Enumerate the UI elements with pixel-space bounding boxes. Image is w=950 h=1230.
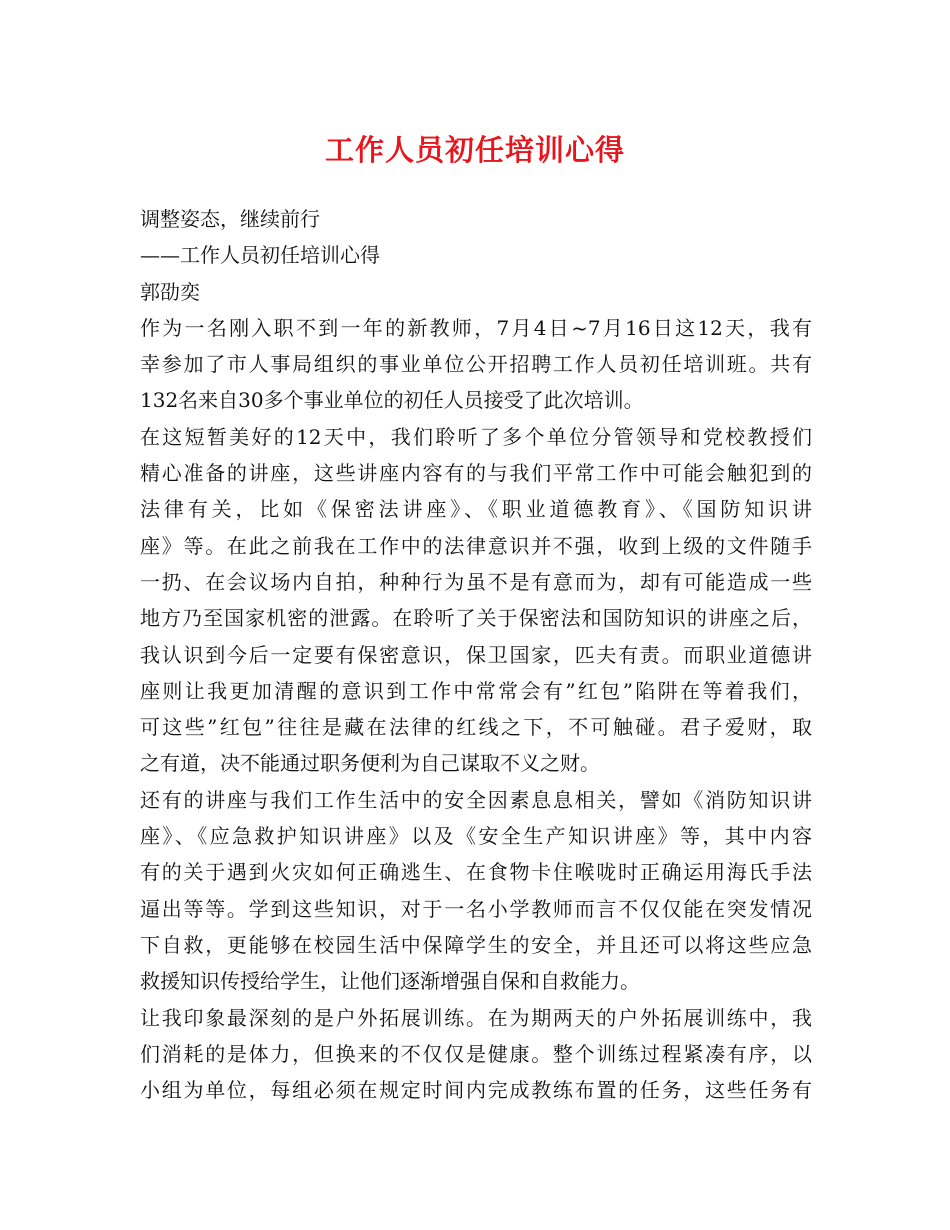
text-line: 作为一名刚入职不到一年的新教师，7月4日~7月16日这12天，我有 [140, 315, 812, 340]
document-title: 工作人员初任培训心得 [324, 133, 625, 167]
text-line: 座》等。在此之前我在工作中的法律意识并不强，收到上级的文件随手 [140, 533, 812, 558]
text-line: 们消耗的是体力，但换来的不仅仅是健康。整个训练过程紧凑有序，以 [140, 1041, 812, 1066]
text-line: 还有的讲座与我们工作生活中的安全因素息息相关，譬如《消防知识讲 [140, 787, 812, 812]
text-line: 我认识到今后一定要有保密意识，保卫国家，匹夫有责。而职业道德讲 [140, 642, 812, 667]
text-line: 救援知识传授给学生，让他们逐渐增强自保和自救能力。 [140, 969, 640, 994]
text-line: 132名来自30多个事业单位的初任人员接受了此次培训。 [140, 388, 644, 413]
text-line: 幸参加了市人事局组织的事业单位公开招聘工作人员初任培训班。共有 [140, 352, 812, 377]
text-line: 座则让我更加清醒的意识到工作中常常会有”红包”陷阱在等着我们， [140, 678, 812, 703]
text-line: 郭劭奕 [140, 279, 200, 304]
text-line: 之有道，决不能通过职务便利为自己谋取不义之财。 [140, 751, 600, 776]
text-line: 精心准备的讲座，这些讲座内容有的与我们平常工作中可能会触犯到的 [140, 461, 812, 486]
text-line: 地方乃至国家机密的泄露。在聆听了关于保密法和国防知识的讲座之后， [140, 606, 812, 631]
text-line: 下自救，更能够在校园生活中保障学生的安全，并且还可以将这些应急 [140, 932, 812, 957]
text-line: 逼出等等。学到这些知识，对于一名小学教师而言不仅仅能在突发情况 [140, 896, 812, 921]
document-body [140, 201, 812, 1108]
text-line: 小组为单位，每组必须在规定时间内完成教练布置的任务，这些任务有 [140, 1078, 812, 1103]
text-line: 在这短暂美好的12天中，我们聆听了多个单位分管领导和党校教授们 [140, 424, 812, 449]
text-line: 一扔、在会议场内自拍，种种行为虽不是有意而为，却有可能造成一些 [140, 569, 812, 594]
text-line: ——工作人员初任培训心得 [140, 243, 380, 268]
text-line: 可这些”红包”往往是藏在法律的红线之下，不可触碰。君子爱财，取 [140, 715, 812, 740]
text-line: 法律有关，比如《保密法讲座》、《职业道德教育》、《国防知识讲 [140, 497, 812, 522]
text-line: 座》、《应急救护知识讲座》以及《安全生产知识讲座》等，其中内容 [140, 824, 812, 849]
text-line: 有的关于遇到火灾如何正确逃生、在食物卡住喉咙时正确运用海氏手法 [140, 860, 812, 885]
text-line: 让我印象最深刻的是户外拓展训练。在为期两天的户外拓展训练中，我 [140, 1005, 812, 1030]
text-line: 调整姿态，继续前行 [140, 207, 320, 231]
